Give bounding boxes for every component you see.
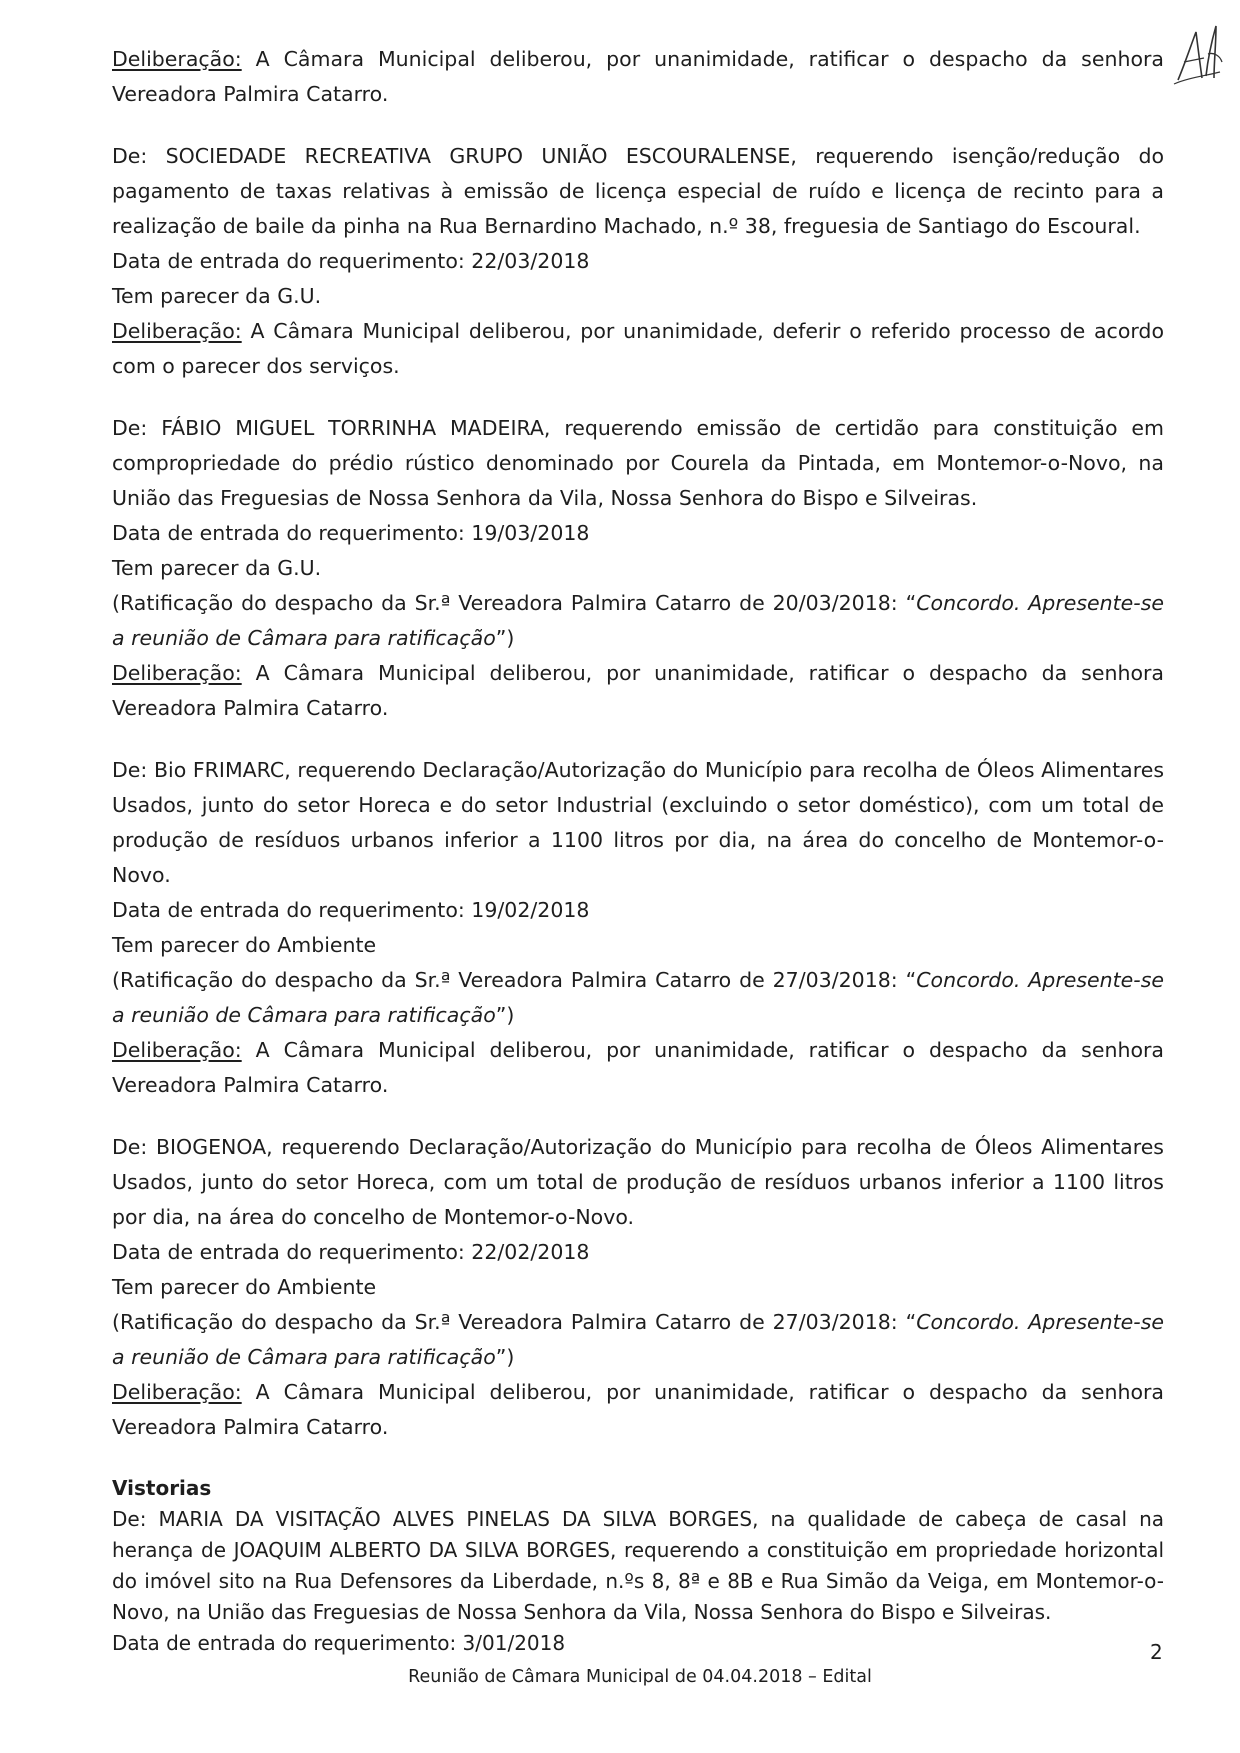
opinion-line: Tem parecer da G.U.: [112, 556, 322, 580]
handwritten-initials-icon: [1170, 18, 1226, 98]
ratification-prefix: (Ratificação do despacho da Sr.ª Vereadora Palmira Catarro de 27/03/2018: “: [112, 1310, 917, 1334]
page-footer: Reunião de Câmara Municipal de 04.04.2018 – Edital: [408, 1667, 872, 1687]
ratification-quote: Concordo. Apresente-se a reunião de Câmara para ratificação: [112, 1310, 1164, 1369]
opinion-line: Tem parecer do Ambiente: [112, 1275, 377, 1299]
ratification-note: [112, 963, 1164, 1033]
deliberation-label: Deliberação:: [112, 319, 242, 343]
deliberation-text: A Câmara Municipal deliberou, por unanimidade, ratificar o despacho da senhora Vereadora Palmira Catarro.: [112, 1380, 1164, 1439]
entry-date: Data de entrada do requerimento: 22/03/2018: [112, 249, 590, 273]
deliberation-text: A Câmara Municipal deliberou, por unanimidade, ratificar o despacho da senhora Vereadora Palmira Catarro.: [112, 47, 1164, 106]
request-paragraph: De: SOCIEDADE RECREATIVA GRUPO UNIÃO ESCOURALENSE, requerendo isenção/redução do pagamento de taxas relativas à emissão de licença especial de ruído e licença de recinto para a realização de baile da pinha na Rua Bernardino Machado, n.º 38, freguesia de Santiago do Escoural.: [112, 144, 1164, 238]
deliberation-paragraph: [112, 656, 1164, 726]
request-paragraph: De: MARIA DA VISITAÇÃO ALVES PINELAS DA SILVA BORGES, na qualidade de cabeça de casal na herança de JOAQUIM ALBERTO DA SILVA BORGES, requerendo a constituição em propriedade horizontal do imóvel sito na Rua Defensores da Liberdade, n.ºs 8, 8ª e 8B e Rua Simão da Veiga, em Montemor-o-Novo, na União das Freguesias de Nossa Senhora da Vila, Nossa Senhora do Bispo e Silveiras.: [112, 1507, 1164, 1624]
opinion-line: Tem parecer do Ambiente: [112, 933, 377, 957]
entry-date: Data de entrada do requerimento: 22/02/2018: [112, 1240, 590, 1264]
deliberation-paragraph: [112, 42, 1164, 112]
request-paragraph: De: Bio FRIMARC, requerendo Declaração/Autorização do Município para recolha de Óleos Alimentares Usados, junto do setor Horeca e do setor Industrial (excluindo o setor doméstico), com um total de produção de resíduos urbanos inferior a 1100 litros por dia, na área do concelho de Montemor-o-Novo.: [112, 758, 1164, 887]
request-paragraph: De: BIOGENOA, requerendo Declaração/Autorização do Município para recolha de Óleos Alimentares Usados, junto do setor Horeca, com um total de produção de resíduos urbanos inferior a 1100 litros por dia, na área do concelho de Montemor-o-Novo.: [112, 1135, 1164, 1229]
deliberation-paragraph: [112, 1375, 1164, 1445]
page-number: 2: [1150, 1640, 1163, 1664]
request-paragraph: De: FÁBIO MIGUEL TORRINHA MADEIRA, requerendo emissão de certidão para constituição em compropriedade do prédio rústico denominado por Courela da Pintada, em Montemor-o-Novo, na União das Freguesias de Nossa Senhora da Vila, Nossa Senhora do Bispo e Silveiras.: [112, 416, 1164, 510]
ratification-quote: Concordo. Apresente-se a reunião de Câmara para ratificação: [112, 591, 1164, 650]
deliberation-paragraph: [112, 314, 1164, 384]
ratification-suffix: ”): [495, 1003, 515, 1027]
entry-date: Data de entrada do requerimento: 19/02/2018: [112, 898, 590, 922]
ratification-quote: Concordo. Apresente-se a reunião de Câmara para ratificação: [112, 968, 1164, 1027]
deliberation-text: A Câmara Municipal deliberou, por unanimidade, ratificar o despacho da senhora Vereadora Palmira Catarro.: [112, 1038, 1164, 1097]
ratification-prefix: (Ratificação do despacho da Sr.ª Vereadora Palmira Catarro de 27/03/2018: “: [112, 968, 917, 992]
section-heading: Vistorias: [112, 1476, 212, 1500]
deliberation-label: Deliberação:: [112, 1038, 242, 1062]
deliberation-paragraph: [112, 1033, 1164, 1103]
ratification-note: [112, 586, 1164, 656]
ratification-prefix: (Ratificação do despacho da Sr.ª Vereadora Palmira Catarro de 20/03/2018: “: [112, 591, 917, 615]
document-body: [112, 42, 1164, 1659]
entry-date: Data de entrada do requerimento: 19/03/2018: [112, 521, 590, 545]
deliberation-label: Deliberação:: [112, 661, 242, 685]
deliberation-text: A Câmara Municipal deliberou, por unanimidade, deferir o referido processo de acordo com o parecer dos serviços.: [112, 319, 1164, 378]
entry-date: Data de entrada do requerimento: 3/01/2018: [112, 1631, 566, 1655]
deliberation-text: A Câmara Municipal deliberou, por unanimidade, ratificar o despacho da senhora Vereadora Palmira Catarro.: [112, 661, 1164, 720]
deliberation-label: Deliberação:: [112, 1380, 242, 1404]
opinion-line: Tem parecer da G.U.: [112, 284, 322, 308]
ratification-note: [112, 1305, 1164, 1375]
ratification-suffix: ”): [495, 1345, 515, 1369]
vistorias-section: [112, 1473, 1164, 1659]
ratification-suffix: ”): [495, 626, 515, 650]
deliberation-label: Deliberação:: [112, 47, 242, 71]
